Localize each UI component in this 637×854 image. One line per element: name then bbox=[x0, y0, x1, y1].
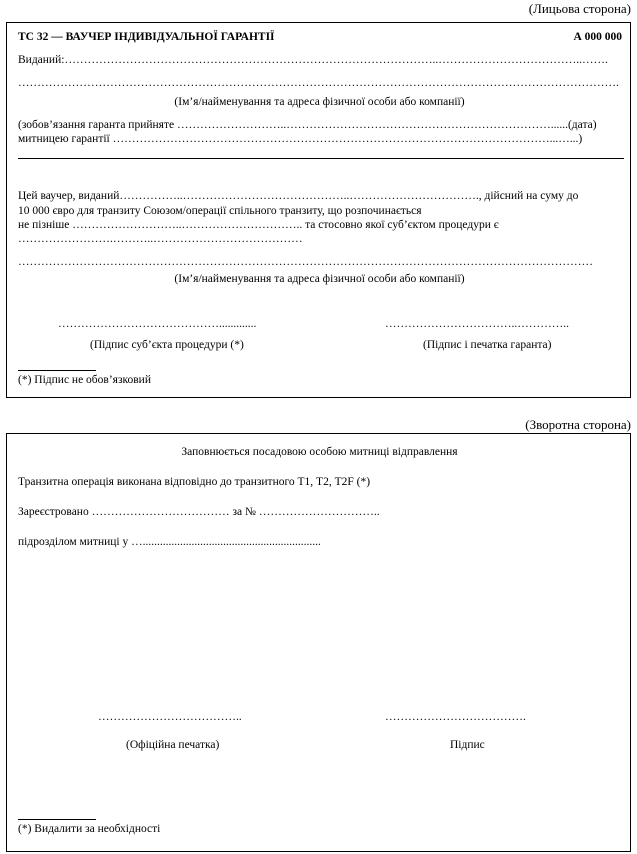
issued-line: Виданий:……………………………………………………………………………………..………………………………..……. bbox=[18, 54, 608, 66]
front-footnote: (*) Підпис не обов’язковий bbox=[18, 374, 151, 386]
front-voucher-frame bbox=[6, 22, 631, 398]
footnote-rule bbox=[18, 370, 96, 371]
voucher-text-line-3: не пізніше ………………………..………………………….. та стосовно якої суб’єктом процедури є bbox=[18, 219, 499, 231]
voucher-text-line-2: 10 000 євро для транзиту Союзом/операції спільного транзиту, що розпочинається bbox=[18, 205, 422, 217]
guarantor-accepted-line: (зобов’язання гаранта прийняте ………………………..……………………………………………………………......(дата) bbox=[18, 119, 597, 131]
principal-dots-line: …………………………………………………………………………………………………………………………………… bbox=[18, 256, 593, 268]
principal-signature-caption: (Підпис суб’єкта процедури (*) bbox=[90, 339, 244, 351]
guarantor-signature-dots: ……………………………..………….. bbox=[385, 318, 569, 330]
registered-line: Зареєстровано ……………………………… за № ………………………….. bbox=[18, 506, 380, 518]
departure-office-heading: Заповнюється посадовою особою митниці відправлення bbox=[181, 446, 458, 458]
front-side-label: (Лицьова сторона) bbox=[528, 1, 631, 16]
section-divider bbox=[18, 158, 624, 159]
principal-signature-dots: ……………………………………............. bbox=[58, 318, 257, 330]
voucher-text-line-1: Цей ваучер, виданий……………..……………………………………..……………………………., дійсний на суму до bbox=[18, 190, 579, 202]
back-footnote-rule bbox=[18, 819, 96, 820]
back-voucher-frame bbox=[6, 433, 631, 852]
customs-guarantee-line: митницею гарантії ……………………………………………………………………………………………………...…...) bbox=[18, 133, 583, 145]
back-footnote: (*) Видалити за необхідності bbox=[18, 823, 161, 835]
voucher-text-line-4: …………………….………..………………………………… bbox=[18, 233, 303, 245]
address-dots-line: …………………………………………………………………………………………………………………………………………. bbox=[18, 77, 619, 89]
name-address-caption-2: (Ім’я/найменування та адреса фізичної особи або компанії) bbox=[174, 273, 465, 285]
customs-office-line: підрозділом митниці у ….............................................................. bbox=[18, 536, 321, 548]
stamp-dots: ……………………………….. bbox=[98, 711, 242, 723]
official-stamp-caption: (Офіційна печатка) bbox=[126, 739, 220, 751]
voucher-number: А 000 000 bbox=[573, 31, 622, 43]
transit-operation-line: Транзитна операція виконана відповідно до транзитного Т1, Т2, Т2F (*) bbox=[18, 476, 371, 488]
guarantor-signature-caption: (Підпис і печатка гаранта) bbox=[423, 339, 552, 351]
signature-dots: ………………………………. bbox=[385, 711, 526, 723]
signature-caption: Підпис bbox=[450, 739, 485, 751]
back-side-label: (Зворотна сторона) bbox=[525, 417, 631, 432]
voucher-title: ТС 32 — ВАУЧЕР ІНДИВІДУАЛЬНОЇ ГАРАНТІЇ bbox=[18, 31, 275, 43]
name-address-caption-1: (Ім’я/найменування та адреса фізичної особи або компанії) bbox=[174, 96, 465, 108]
